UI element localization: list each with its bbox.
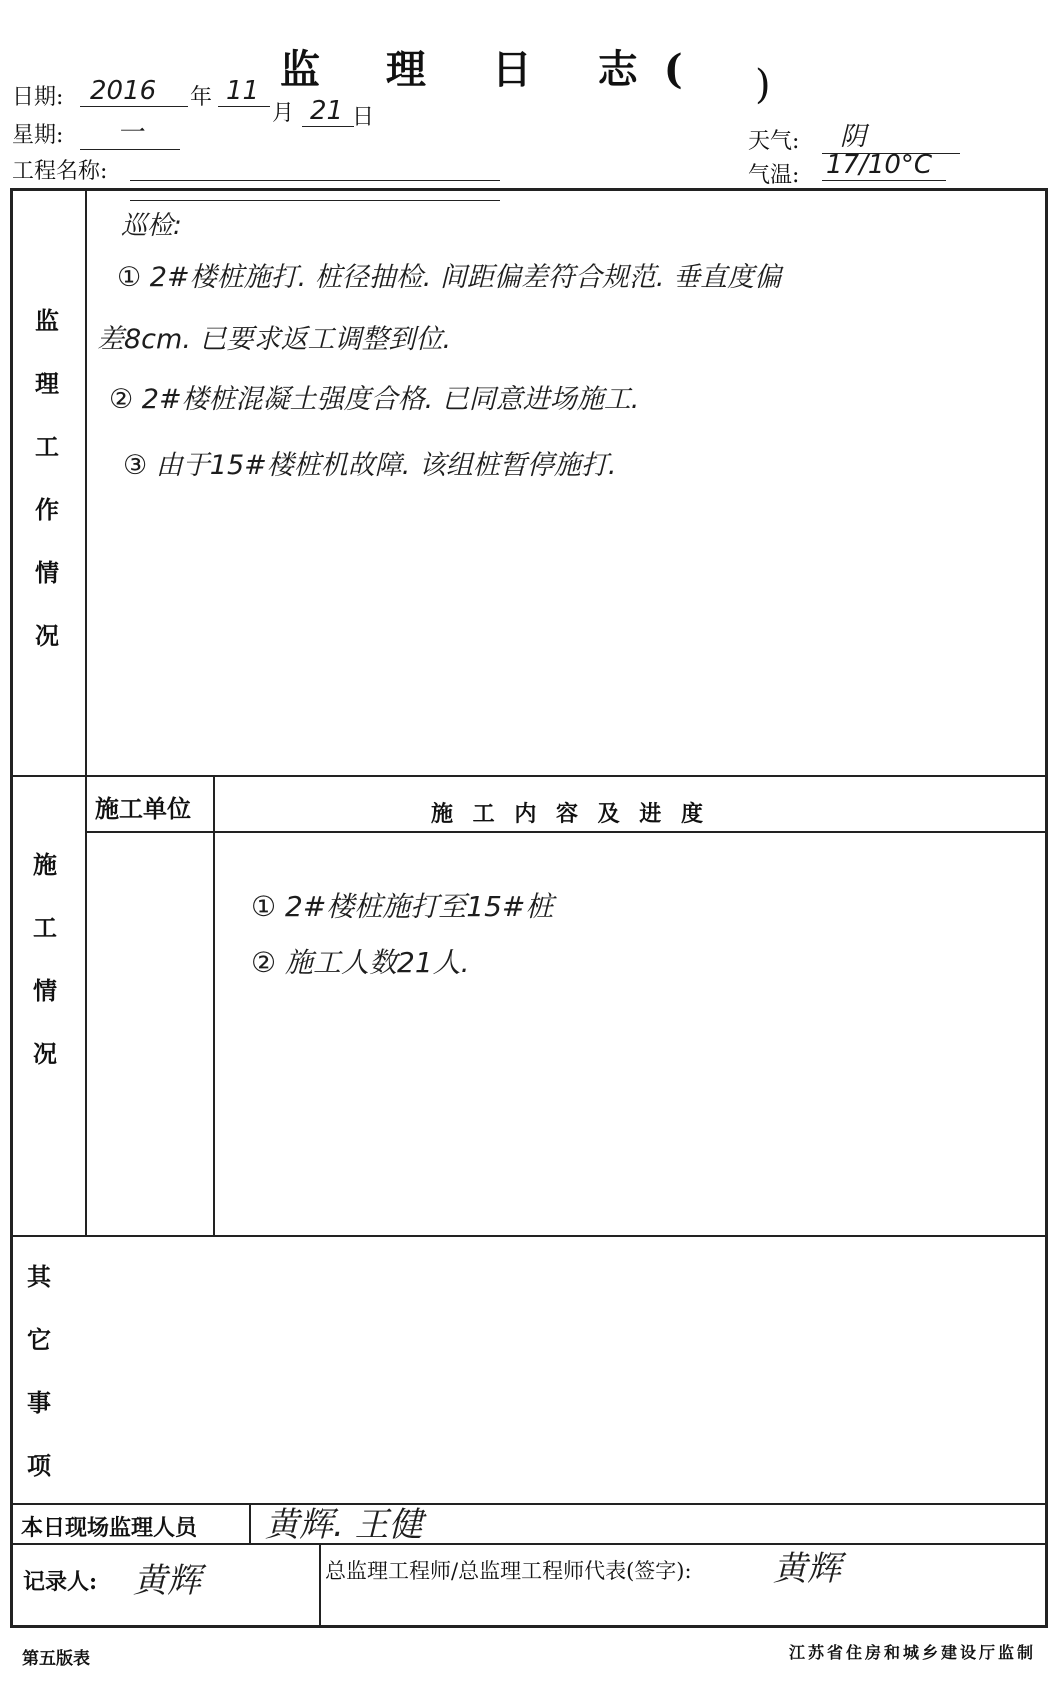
year-value: 2016	[80, 76, 188, 107]
other-section-label: 其 它 事 项	[27, 1262, 51, 1480]
weather-value: 阴	[822, 116, 960, 154]
recorder-signature: 黄辉	[133, 1561, 201, 1601]
temp-value: 17/10°C	[822, 150, 946, 181]
staff-signature: 黄辉. 王健	[265, 1505, 423, 1545]
staff-label: 本日现场监理人员	[21, 1515, 198, 1541]
supervision-line: ② 2#楼桩混凝土强度合格. 已同意进场施工.	[109, 384, 640, 415]
day-value: 21	[302, 96, 354, 127]
log-form	[10, 188, 1048, 1628]
day-label: 日	[352, 105, 375, 130]
supervision-line: ① 2#楼桩施打. 桩径抽检. 间距偏差符合规范. 垂直度偏	[117, 262, 782, 293]
construction-line: ② 施工人数21人.	[251, 946, 470, 979]
supervision-line: 巡检:	[121, 211, 182, 241]
construction-section-label: 施 工 情 况	[33, 850, 57, 1068]
temp-label: 气温:	[748, 163, 800, 188]
month-label: 月	[272, 101, 295, 126]
supervision-line: ③ 由于15#楼桩机故障. 该组桩暂停施打.	[123, 450, 617, 481]
project-label: 工程名称:	[12, 159, 108, 184]
issuer-label: 江苏省住房和城乡建设厅监制	[788, 1643, 1036, 1662]
construction-content-header: 施 工 内 容 及 进 度	[431, 801, 709, 827]
document-title: 监 理 日 志(	[280, 46, 709, 93]
supervision-section-label: 监 理 工 作 情 况	[35, 306, 59, 650]
supervision-line: 差8cm. 已要求返工调整到位.	[97, 324, 452, 355]
recorder-label: 记录人:	[23, 1569, 98, 1595]
project-value	[130, 150, 500, 181]
weather-label: 天气:	[748, 129, 800, 154]
construction-unit-header: 施工单位	[95, 794, 191, 823]
month-value: 11	[218, 76, 270, 107]
year-label: 年	[190, 85, 213, 110]
document-title-close: )	[755, 62, 771, 108]
chief-engineer-label: 总监理工程师/总监理工程师代表(签字):	[325, 1559, 692, 1583]
chief-engineer-signature: 黄辉	[773, 1549, 841, 1589]
date-label: 日期:	[12, 85, 64, 110]
construction-line: ① 2#楼桩施打至15#桩	[251, 890, 554, 923]
weekday-label: 星期:	[12, 123, 64, 148]
edition-label: 第五版表	[22, 1649, 90, 1669]
weekday-value: 一	[80, 112, 180, 150]
